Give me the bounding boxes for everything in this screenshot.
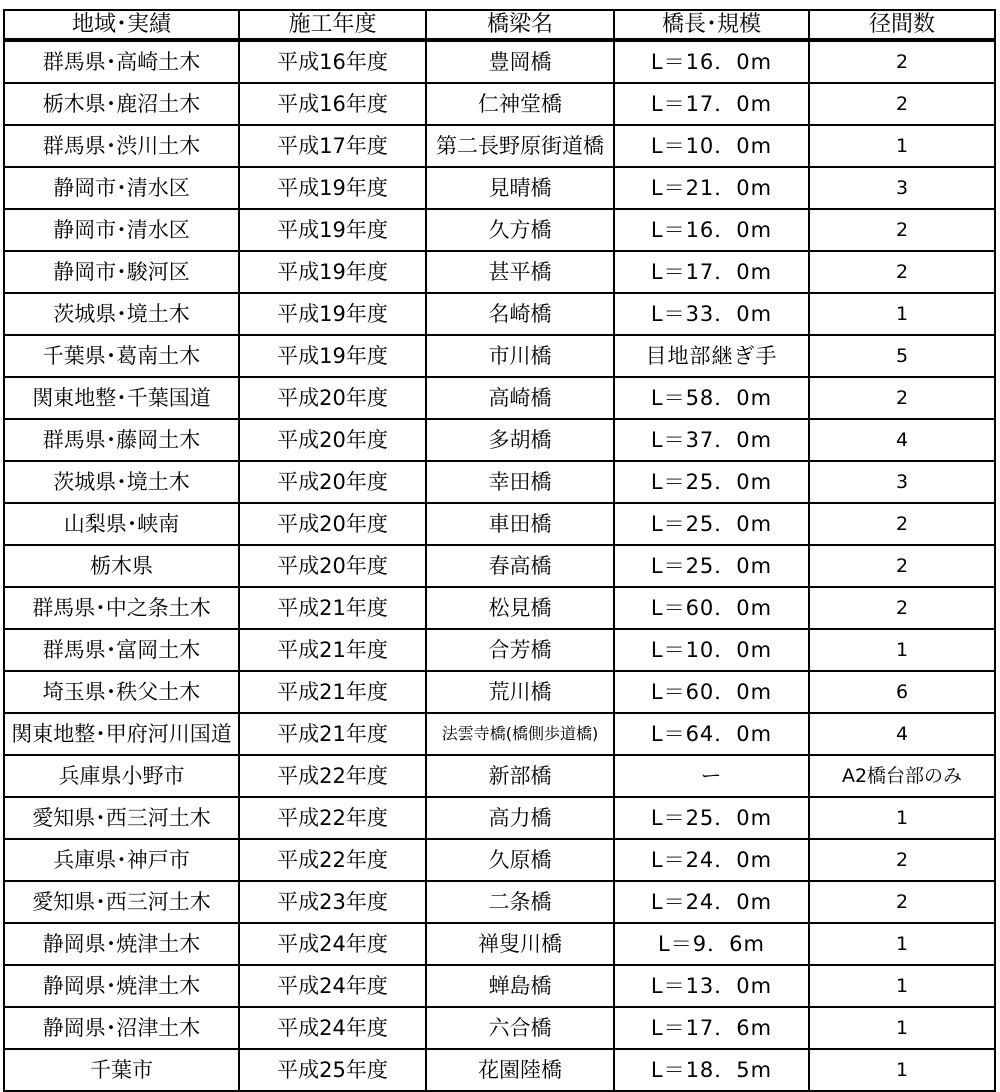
header-span-count: 径間数 [810, 9, 996, 42]
bridge-construction-records-table [3, 9, 996, 1092]
cell-length: L＝25．0m [615, 546, 810, 588]
cell-span-count: 3 [810, 462, 996, 504]
cell-span-count: 3 [810, 168, 996, 210]
cell-span-count: 2 [810, 882, 996, 924]
cell-region: 埼玉県･秩父土木 [3, 672, 240, 714]
cell-bridge-name: 新部橋 [427, 756, 615, 798]
cell-length: 目地部継ぎ手 [615, 336, 810, 378]
cell-region: 兵庫県･神戸市 [3, 840, 240, 882]
header-bridge-name: 橋梁名 [427, 9, 615, 42]
cell-length: L＝16．0m [615, 210, 810, 252]
cell-length: L＝9．6m [615, 924, 810, 966]
table-row [3, 714, 996, 756]
table-row [3, 462, 996, 504]
cell-span-count: 1 [810, 630, 996, 672]
table-row [3, 588, 996, 630]
table-row [3, 168, 996, 210]
cell-bridge-name: 第二長野原街道橋 [427, 126, 615, 168]
header-length: 橋長･規模 [615, 9, 810, 42]
cell-year: 平成25年度 [240, 1050, 427, 1092]
table-row [3, 378, 996, 420]
cell-region: 群馬県･高崎土木 [3, 42, 240, 84]
cell-length: L＝64．0m [615, 714, 810, 756]
cell-length: L＝25．0m [615, 462, 810, 504]
cell-year: 平成21年度 [240, 630, 427, 672]
cell-region: 兵庫県小野市 [3, 756, 240, 798]
cell-year: 平成19年度 [240, 294, 427, 336]
table-row [3, 42, 996, 84]
cell-span-count: 5 [810, 336, 996, 378]
cell-region: 関東地整･千葉国道 [3, 378, 240, 420]
cell-length: L＝60．0m [615, 588, 810, 630]
cell-span-count: 2 [810, 252, 996, 294]
cell-region: 静岡市･清水区 [3, 210, 240, 252]
cell-length: ー [615, 756, 810, 798]
table-row [3, 294, 996, 336]
table-row [3, 882, 996, 924]
cell-region: 静岡市･清水区 [3, 168, 240, 210]
table-row [3, 1050, 996, 1092]
cell-span-count: 2 [810, 378, 996, 420]
cell-region: 栃木県 [3, 546, 240, 588]
cell-span-count: 2 [810, 588, 996, 630]
cell-year: 平成19年度 [240, 252, 427, 294]
cell-year: 平成22年度 [240, 756, 427, 798]
table-row [3, 798, 996, 840]
cell-bridge-name: 久原橋 [427, 840, 615, 882]
cell-year: 平成20年度 [240, 420, 427, 462]
cell-region: 静岡県･焼津土木 [3, 966, 240, 1008]
cell-length: L＝13．0m [615, 966, 810, 1008]
cell-bridge-name: 春高橋 [427, 546, 615, 588]
cell-region: 茨城県･境土木 [3, 294, 240, 336]
table-row [3, 84, 996, 126]
header-year: 施工年度 [240, 9, 427, 42]
cell-year: 平成24年度 [240, 1008, 427, 1050]
cell-year: 平成16年度 [240, 42, 427, 84]
cell-bridge-name: 合芳橋 [427, 630, 615, 672]
cell-length: L＝17．6m [615, 1008, 810, 1050]
cell-region: 千葉市 [3, 1050, 240, 1092]
cell-bridge-name: 豊岡橋 [427, 42, 615, 84]
cell-span-count: 4 [810, 420, 996, 462]
cell-bridge-name: 二条橋 [427, 882, 615, 924]
table-row [3, 420, 996, 462]
table-row [3, 966, 996, 1008]
cell-length: L＝21．0m [615, 168, 810, 210]
cell-region: 群馬県･渋川土木 [3, 126, 240, 168]
cell-span-count: 1 [810, 294, 996, 336]
cell-length: L＝58．0m [615, 378, 810, 420]
table-row [3, 630, 996, 672]
cell-year: 平成21年度 [240, 672, 427, 714]
cell-bridge-name: 幸田橋 [427, 462, 615, 504]
cell-region: 関東地整･甲府河川国道 [3, 714, 240, 756]
cell-region: 群馬県･富岡土木 [3, 630, 240, 672]
cell-length: L＝10．0m [615, 630, 810, 672]
cell-bridge-name: 車田橋 [427, 504, 615, 546]
cell-bridge-name: 多胡橋 [427, 420, 615, 462]
cell-span-count: 1 [810, 924, 996, 966]
table-row [3, 924, 996, 966]
table-header-row [3, 9, 996, 42]
cell-region: 山梨県･峡南 [3, 504, 240, 546]
cell-bridge-name: 六合橋 [427, 1008, 615, 1050]
cell-year: 平成17年度 [240, 126, 427, 168]
cell-bridge-name: 高力橋 [427, 798, 615, 840]
cell-year: 平成20年度 [240, 462, 427, 504]
cell-year: 平成19年度 [240, 168, 427, 210]
cell-bridge-name: 見晴橋 [427, 168, 615, 210]
table-row [3, 1008, 996, 1050]
cell-year: 平成22年度 [240, 840, 427, 882]
cell-year: 平成20年度 [240, 378, 427, 420]
cell-span-count: 1 [810, 1050, 996, 1092]
cell-bridge-name: 市川橋 [427, 336, 615, 378]
cell-year: 平成19年度 [240, 210, 427, 252]
cell-region: 愛知県･西三河土木 [3, 882, 240, 924]
cell-region: 愛知県･西三河土木 [3, 798, 240, 840]
cell-length: L＝10．0m [615, 126, 810, 168]
cell-length: L＝60．0m [615, 672, 810, 714]
cell-span-count: 1 [810, 126, 996, 168]
cell-region: 静岡県･焼津土木 [3, 924, 240, 966]
cell-length: L＝24．0m [615, 882, 810, 924]
cell-year: 平成21年度 [240, 714, 427, 756]
cell-span-count: 4 [810, 714, 996, 756]
cell-length: L＝17．0m [615, 84, 810, 126]
cell-span-count: 2 [810, 546, 996, 588]
cell-length: L＝18．5m [615, 1050, 810, 1092]
cell-span-count: 1 [810, 1008, 996, 1050]
cell-region: 茨城県･境土木 [3, 462, 240, 504]
cell-region: 千葉県･葛南土木 [3, 336, 240, 378]
table-body [3, 42, 996, 1092]
table-row [3, 504, 996, 546]
cell-bridge-name: 法雲寺橋(橋側歩道橋) [427, 714, 615, 756]
cell-year: 平成23年度 [240, 882, 427, 924]
cell-bridge-name: 甚平橋 [427, 252, 615, 294]
table-row [3, 336, 996, 378]
cell-year: 平成20年度 [240, 546, 427, 588]
cell-span-count: 2 [810, 84, 996, 126]
cell-bridge-name: 荒川橋 [427, 672, 615, 714]
cell-span-count: 2 [810, 840, 996, 882]
cell-span-count: 2 [810, 210, 996, 252]
cell-span-count: 6 [810, 672, 996, 714]
table-row [3, 840, 996, 882]
table-row [3, 252, 996, 294]
cell-bridge-name: 名崎橋 [427, 294, 615, 336]
table-row [3, 546, 996, 588]
cell-region: 静岡県･沼津土木 [3, 1008, 240, 1050]
cell-bridge-name: 蝉島橋 [427, 966, 615, 1008]
table-row [3, 210, 996, 252]
cell-length: L＝33．0m [615, 294, 810, 336]
cell-bridge-name: 花園陸橋 [427, 1050, 615, 1092]
cell-length: L＝16．0m [615, 42, 810, 84]
header-region: 地域･実績 [3, 9, 240, 42]
table-row [3, 672, 996, 714]
cell-bridge-name: 仁神堂橋 [427, 84, 615, 126]
cell-length: L＝17．0m [615, 252, 810, 294]
cell-span-count: A2橋台部のみ [810, 756, 996, 798]
cell-year: 平成19年度 [240, 336, 427, 378]
cell-region: 静岡市･駿河区 [3, 252, 240, 294]
cell-bridge-name: 高崎橋 [427, 378, 615, 420]
cell-span-count: 1 [810, 966, 996, 1008]
cell-year: 平成22年度 [240, 798, 427, 840]
cell-region: 栃木県･鹿沼土木 [3, 84, 240, 126]
cell-year: 平成20年度 [240, 504, 427, 546]
cell-span-count: 2 [810, 504, 996, 546]
table-row [3, 756, 996, 798]
cell-region: 群馬県･中之条土木 [3, 588, 240, 630]
cell-year: 平成24年度 [240, 924, 427, 966]
cell-bridge-name: 禅叟川橋 [427, 924, 615, 966]
cell-region: 群馬県･藤岡土木 [3, 420, 240, 462]
cell-length: L＝25．0m [615, 504, 810, 546]
cell-length: L＝25．0m [615, 798, 810, 840]
cell-bridge-name: 久方橋 [427, 210, 615, 252]
cell-year: 平成16年度 [240, 84, 427, 126]
cell-bridge-name: 松見橋 [427, 588, 615, 630]
cell-length: L＝24．0m [615, 840, 810, 882]
table-row [3, 126, 996, 168]
cell-year: 平成21年度 [240, 588, 427, 630]
cell-length: L＝37．0m [615, 420, 810, 462]
cell-span-count: 1 [810, 798, 996, 840]
cell-span-count: 2 [810, 42, 996, 84]
cell-year: 平成24年度 [240, 966, 427, 1008]
